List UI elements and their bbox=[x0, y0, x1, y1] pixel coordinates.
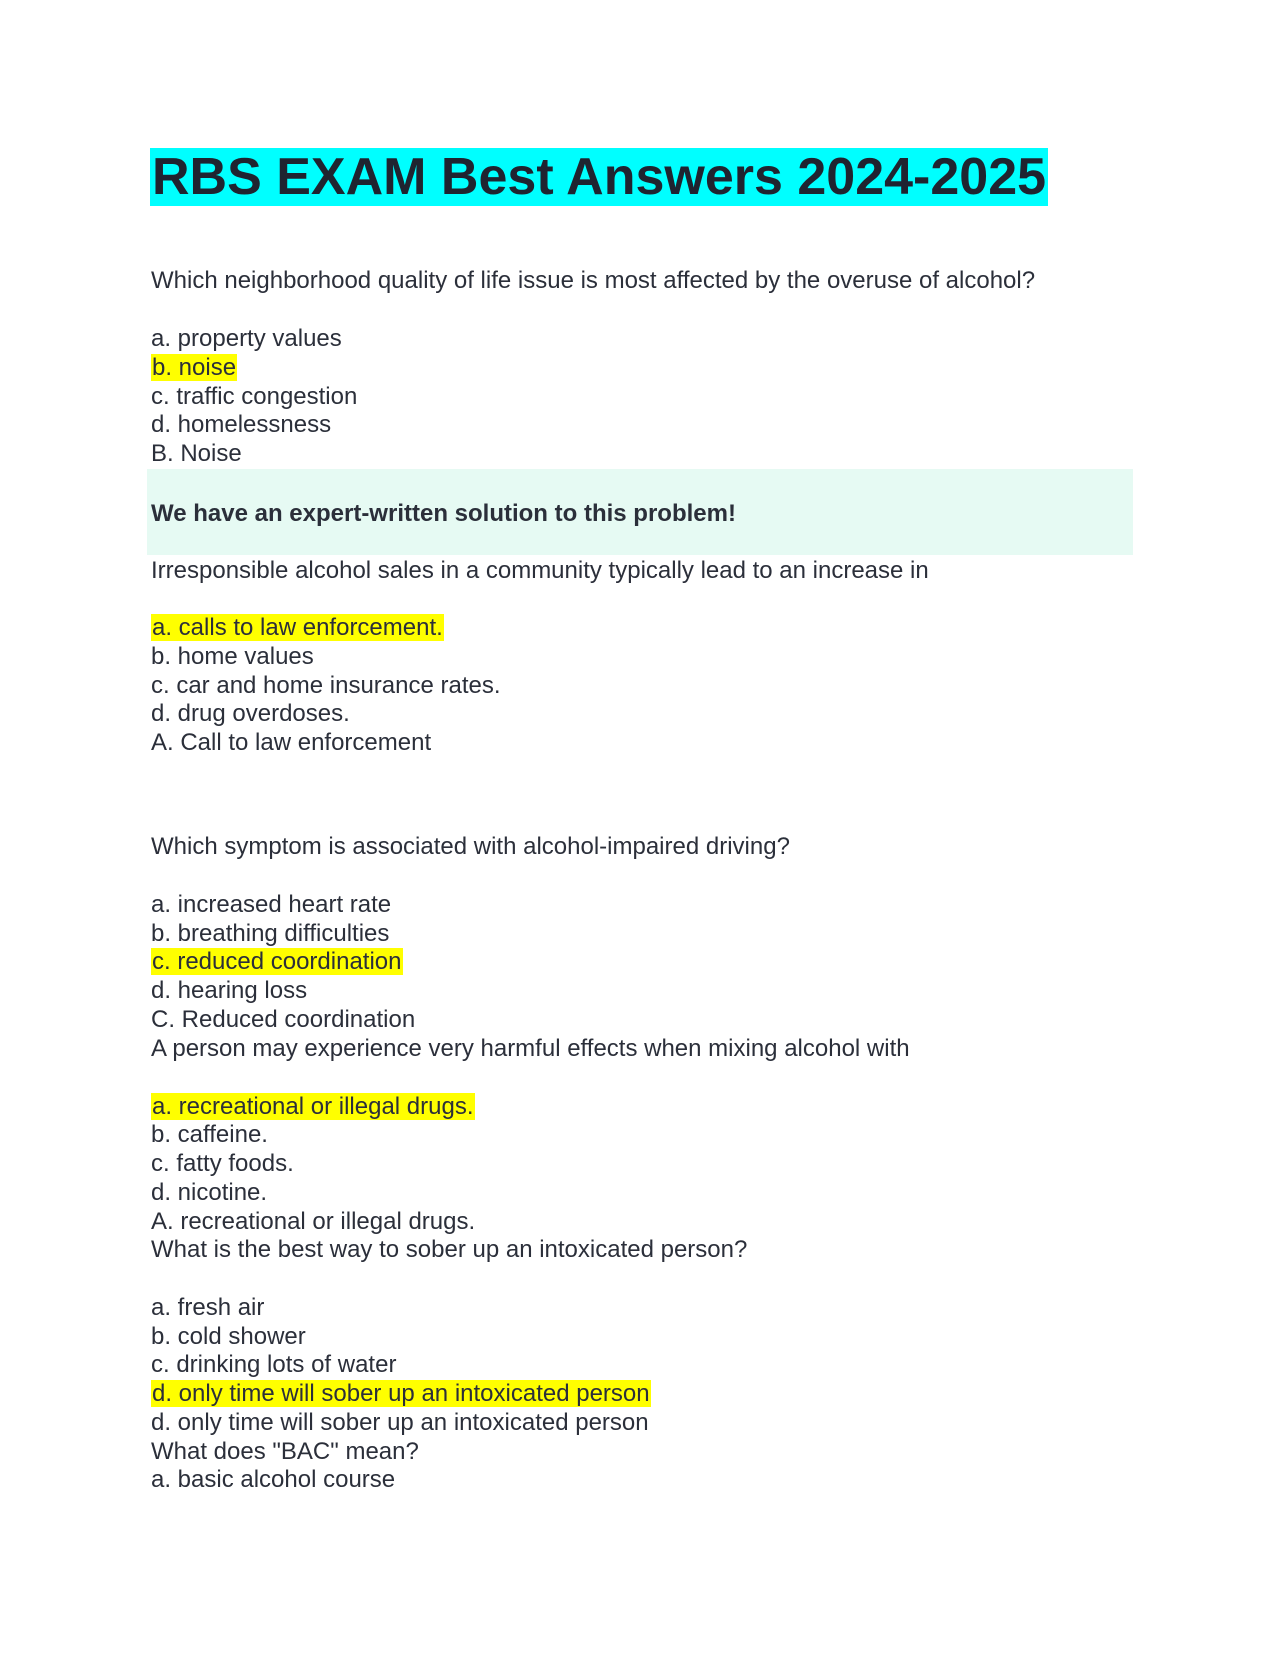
highlighted-answer: b. noise bbox=[152, 354, 237, 381]
q3-answer: C. Reduced coordination bbox=[151, 1006, 416, 1033]
question-5: What is the best way to sober up an intoxicated person? bbox=[151, 1236, 748, 1263]
highlighted-answer: a. recreational or illegal drugs. bbox=[152, 1093, 474, 1120]
q3-option-b: b. breathing difficulties bbox=[151, 920, 390, 947]
solution-banner-text: We have an expert-written solution to this problem! bbox=[151, 500, 736, 527]
q2-option-b: b. home values bbox=[151, 643, 314, 670]
q4-option-b: b. caffeine. bbox=[151, 1121, 268, 1148]
q6-option-a: a. basic alcohol course bbox=[151, 1466, 396, 1493]
q4-option-a bbox=[151, 1093, 475, 1121]
q4-option-c: c. fatty foods. bbox=[151, 1150, 294, 1177]
highlighted-answer: a. calls to law enforcement. bbox=[152, 614, 443, 641]
q1-answer: B. Noise bbox=[151, 440, 242, 467]
question-4: A person may experience very harmful effects when mixing alcohol with bbox=[151, 1035, 910, 1062]
q3-option-d: d. hearing loss bbox=[151, 977, 308, 1004]
q1-option-d: d. homelessness bbox=[151, 411, 332, 438]
q5-option-d bbox=[151, 1380, 651, 1408]
question-6: What does "BAC" mean? bbox=[151, 1438, 419, 1465]
q3-option-a: a. increased heart rate bbox=[151, 891, 392, 918]
question-2: Irresponsible alcohol sales in a community typically lead to an increase in bbox=[151, 557, 929, 584]
q2-option-c: c. car and home insurance rates. bbox=[151, 672, 501, 699]
q1-option-b bbox=[151, 354, 237, 382]
q2-answer: A. Call to law enforcement bbox=[151, 729, 432, 756]
q2-option-d: d. drug overdoses. bbox=[151, 700, 350, 727]
q4-option-d: d. nicotine. bbox=[151, 1179, 268, 1206]
highlighted-answer: c. reduced coordination bbox=[152, 948, 402, 975]
question-3: Which symptom is associated with alcohol-impaired driving? bbox=[151, 833, 790, 860]
q3-option-c bbox=[151, 948, 403, 976]
q1-option-a: a. property values bbox=[151, 325, 342, 352]
highlighted-answer: d. only time will sober up an intoxicated person bbox=[152, 1380, 650, 1407]
q5-option-b: b. cold shower bbox=[151, 1323, 306, 1350]
q5-answer: d. only time will sober up an intoxicated person bbox=[151, 1409, 649, 1436]
q5-option-c: c. drinking lots of water bbox=[151, 1351, 397, 1378]
q1-option-c: c. traffic congestion bbox=[151, 383, 358, 410]
q2-option-a bbox=[151, 614, 444, 642]
q5-option-a: a. fresh air bbox=[151, 1294, 265, 1321]
document-title: RBS EXAM Best Answers 2024-2025 bbox=[152, 148, 1047, 206]
question-1: Which neighborhood quality of life issue is most affected by the overuse of alcohol? bbox=[151, 267, 1036, 294]
q4-answer: A. recreational or illegal drugs. bbox=[151, 1208, 476, 1235]
